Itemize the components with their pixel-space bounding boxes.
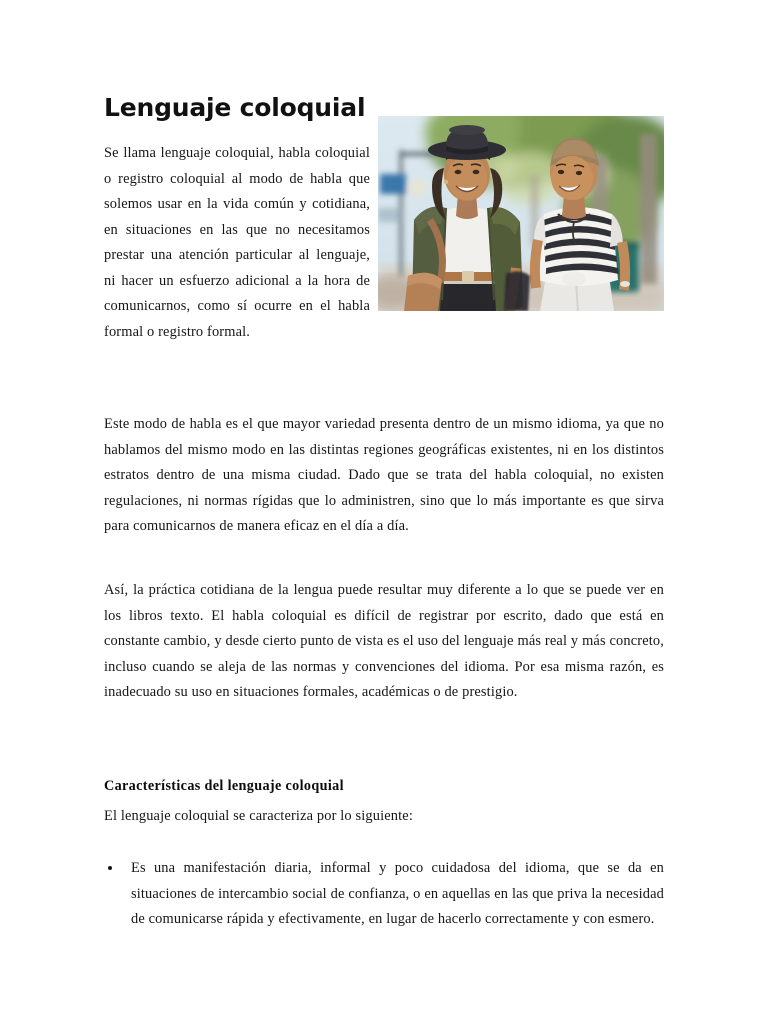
section-heading-block xyxy=(104,774,664,798)
photo-canvas xyxy=(378,116,664,311)
intro-paragraph: Se llama lenguaje coloquial, habla coloquial o registro coloquial al modo de habla que solemos usar en la vida común y cotidiana, en situaciones en las que no necesitamos prestar una atención particular al lenguaje, ni hacer un esfuerzo adicional a la hora de comunicarnos, como sí ocurre en el habla formal o registro formal. xyxy=(104,145,370,340)
list-item xyxy=(104,856,664,933)
bullet-dot-icon xyxy=(108,866,112,870)
paragraph-block-2 xyxy=(104,578,664,706)
section-heading: Características del lenguaje coloquial xyxy=(104,778,344,794)
page-title: Lenguaje coloquial xyxy=(104,93,366,122)
body-paragraph: Este modo de habla es el que mayor variedad presenta dentro de un mismo idioma, ya que no hablamos del mismo modo en las distintas regiones geográficas existentes, ni en los distintos estratos dentro de una misma ciudad. Dado que se trata del habla coloquial, no existen regulaciones, ni normas rígidas que lo administren, sino que lo más importante es que sirva para comunicarnos de manera eficaz en el día a día. xyxy=(104,416,664,534)
document-body xyxy=(104,0,664,123)
body-paragraph: Así, la práctica cotidiana de la lengua puede resultar muy diferente a lo que se puede ver en los libros texto. El habla coloquial es difícil de registrar por escrito, dado que está en constante cambio, y desde cierto punto de vista es el uso del lenguaje más real y más concreto, incluso cuando se aleja de las normas y convenciones del idioma. Por esa misma razón, es inadecuado su uso en situaciones formales, académicas o de prestigio. xyxy=(104,582,664,700)
article-photo xyxy=(378,116,664,311)
section-intro-block xyxy=(104,804,664,830)
paragraph-block-1 xyxy=(104,412,664,540)
characteristics-list-block xyxy=(104,856,664,933)
characteristics-list xyxy=(104,856,664,933)
section-intro-text: El lenguaje coloquial se caracteriza por lo siguiente: xyxy=(104,808,413,824)
intro-paragraph-block xyxy=(104,141,370,345)
photo-illustration xyxy=(378,116,664,311)
list-item-text: Es una manifestación diaria, informal y poco cuidadosa del idioma, que se da en situaciones de intercambio social de confianza, o en aquellas en las que priva la necesidad de comunicarse rápida y efectivamente, en lugar de hacerlo correctamente y con esmero. xyxy=(131,860,664,927)
